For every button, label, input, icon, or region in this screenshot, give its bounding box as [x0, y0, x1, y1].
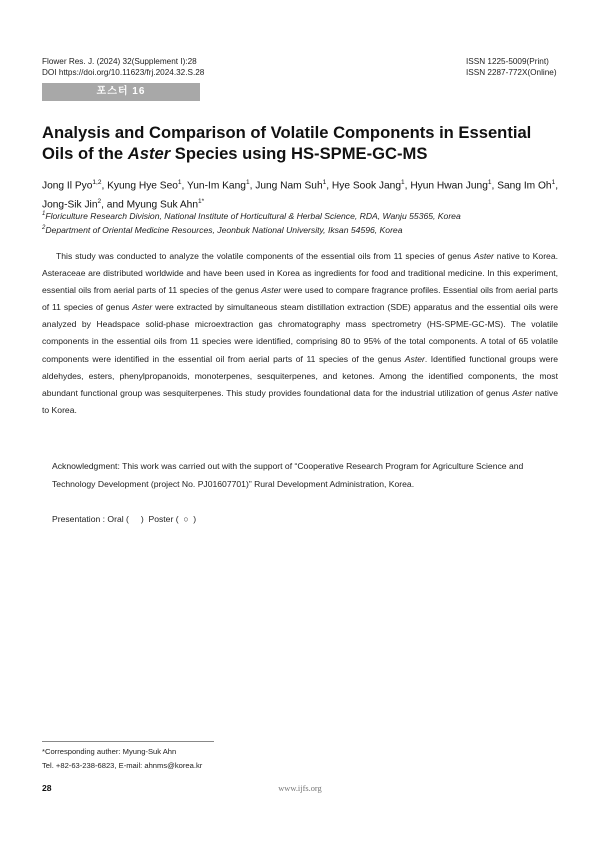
title-part1: Analysis and Comparison of Volatile Components in Essential Oils of the [42, 123, 532, 163]
journal-citation: Flower Res. J. (2024) 32(Supplement I):28 [42, 57, 197, 66]
author-name: Jong Il Pyo [42, 180, 93, 192]
corresponding-author: *Corresponding auther: Myung-Suk Ahn [42, 747, 177, 756]
abstract-italic-term: Aster [261, 285, 282, 296]
footnote-divider [42, 741, 214, 742]
author-separator: , [491, 180, 498, 192]
website-url: www.ijfs.org [278, 784, 322, 793]
abstract-text: . Identified functional groups were aldehydes, esters, phenylpropanoids, monoterpenes, sesquiterpenes, and ketones. Among the identified components, the most abundant functional group was sesquiterpenes. This study provides foundational data for the industrial utilization of genus [42, 353, 558, 398]
author-separator: , [101, 180, 108, 192]
issn-info [466, 56, 557, 78]
author-separator: , [181, 180, 188, 192]
affiliation-mark: 2 [42, 224, 46, 231]
author-name: Yun-Im Kang [187, 180, 246, 192]
abstract-italic-term: Aster [404, 353, 425, 364]
author-name: Hye Sook Jang [331, 180, 402, 192]
issn-print: ISSN 1225-5009(Print) [466, 57, 549, 66]
author-affiliation-mark: 1 [401, 179, 405, 186]
abstract-text: This study was conducted to analyze the volatile components of the essential oils from 11 species of genus [56, 251, 474, 261]
abstract-text: were extracted by simultaneous steam distillation extraction (SDE) apparatus and the essential oils were analyzed by Headspace solid-phase microextraction gas chromatography mass spectrometry (HS-SPME-GC-MS). The volatile components in the essential oils from 11 species were identified, comprising 80 to 95% of the total components. A total of 65 volatile components were identified in the essential oil from aerial parts of 11 species of the genus [42, 302, 558, 364]
author-affiliation-mark: 1 [551, 179, 556, 186]
author-name: Kyung Hye Seo [107, 180, 178, 192]
author-affiliation-mark: 1,2 [92, 179, 102, 186]
author-name: Sang Im Oh [497, 180, 552, 192]
affiliation-mark: 1 [42, 211, 46, 217]
poster-banner: 포스터 16 [42, 83, 200, 101]
abstract-text: were used to compare fragrance profiles. Essential oils from aerial parts of 11 species of genus [42, 285, 558, 313]
abstract-italic-term: Aster [132, 302, 153, 313]
affiliation-text: Department of Oriental Medicine Resources, Jeonbuk National University, Iksan 54596, Korea [45, 224, 403, 235]
author-separator: , [326, 180, 332, 192]
title-part2: Species using HS-SPME-GC-MS [170, 144, 428, 163]
contact-info: Tel. +82-63-238-6823, E-mail: ahnms@korea.kr [42, 761, 203, 770]
author-name: Jung Nam Suh [255, 180, 323, 192]
abstract-italic-term: Aster [512, 387, 533, 398]
affiliations [42, 208, 562, 236]
doi-line: DOI https://doi.org/10.11623/frj.2024.32.S.28 [42, 68, 205, 77]
title-italic: Aster [127, 144, 171, 163]
author-affiliation-mark: 1 [177, 179, 182, 186]
author-separator: , [555, 180, 559, 192]
presentation-type: Presentation : Oral ( ) Poster ( ○ ) [52, 514, 197, 524]
article-title [42, 122, 562, 164]
author-affiliation-mark: 1* [197, 198, 205, 206]
author-name: Myung Suk Ahn [126, 199, 198, 211]
page-number: 28 [42, 783, 52, 793]
abstract-text: native to Korea. Asteraceae are distributed worldwide and have been used in Korea as ingredients for food and traditional medicine. In this experiment, essential oils from aerial parts of 11 species of the genus [42, 251, 559, 296]
abstract-italic-term: Aster [473, 251, 494, 261]
author-separator: , and [101, 199, 127, 211]
author-separator: , [249, 180, 256, 192]
issn-online: ISSN 2287-772X(Online) [466, 68, 557, 77]
acknowledgment: Acknowledgment: This work was carried out with the support of “Cooperative Research Program for Agriculture Science and Technology Development (project No. PJ01607701)” Rural Development Administration, Korea. [52, 461, 524, 489]
author-separator: , [404, 180, 411, 192]
author-name: Jong-Sik Jin [42, 199, 98, 211]
abstract-text: native to Korea. [42, 387, 558, 415]
abstract [42, 248, 558, 419]
author-affiliation-mark: 1 [245, 179, 250, 186]
author-affiliation-mark: 1 [487, 179, 492, 186]
author-name: Hyun Hwan Jung [410, 180, 488, 192]
journal-info [42, 56, 204, 78]
affiliation-line [42, 208, 562, 222]
author-affiliation-mark: 1 [322, 179, 327, 186]
footnote [42, 745, 202, 773]
author-affiliation-mark: 2 [97, 198, 102, 206]
affiliation-text: Floriculture Research Division, National Institute of Horticultural & Herbal Science, RDA, Wanju 55365, Korea [45, 210, 461, 221]
affiliation-line [42, 222, 562, 236]
